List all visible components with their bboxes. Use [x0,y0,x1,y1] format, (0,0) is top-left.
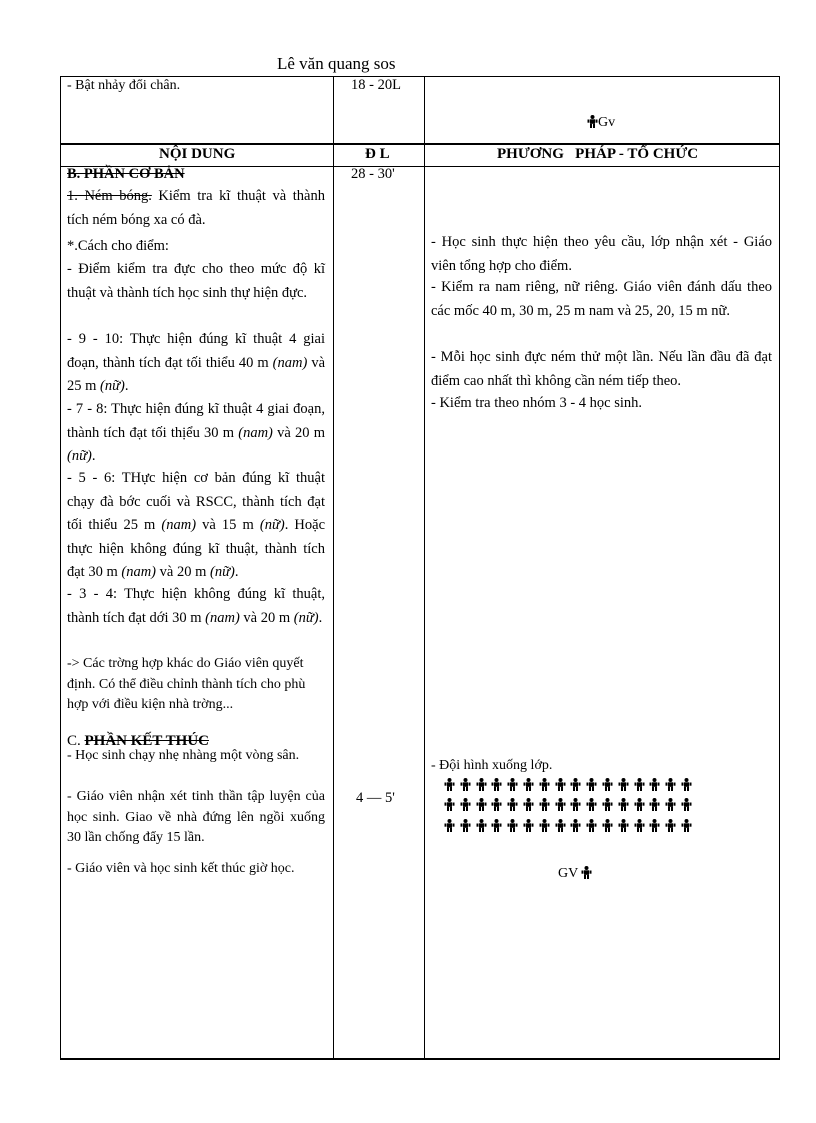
teacher-label-gv: GV [558,866,578,881]
student-person-icon [649,798,660,811]
student-person-icon [570,778,581,791]
grade-text: (nữ) [259,517,285,533]
student-person-icon [476,819,487,832]
student-person-icon [444,778,455,791]
method-item-1: - Học sinh thực hiện theo yêu cầu, lớp nhận xét - Giáo viên tổng hợp cho điểm. [431,234,772,274]
student-person-icon [460,819,471,832]
student-person-icon [507,819,518,832]
student-person-icon [681,819,692,832]
grade-text: và 20 m [272,424,325,441]
table-left-border [60,76,61,1060]
student-person-icon [634,778,645,791]
table-right-border [779,76,780,1060]
student-person-icon [555,778,566,791]
formation-teacher [558,862,592,886]
column-header-method: PHƯƠNG PHÁP - TỔ CHỨC [497,146,699,162]
method-item-2: - Kiểm ra nam riêng, nữ riêng. Giáo viên đánh dấu theo các mốc 40 m, 30 m, 25 m nam và 25, 20, 15 m nữ. [431,279,772,319]
student-person-icon [681,778,692,791]
grade-text: . [91,448,96,464]
student-person-icon [460,778,471,791]
student-person-icon [681,798,692,811]
grade-text: (nam) [238,424,273,441]
student-person-icon [555,798,566,811]
student-person-icon [491,778,502,791]
student-person-icon [476,778,487,791]
grade-text: (nam) [272,354,308,371]
student-person-icon [602,778,613,791]
grade-5-6 [67,467,325,585]
student-row [444,819,692,833]
grade-text: (nam) [121,564,157,580]
student-person-icon [444,819,455,832]
student-person-icon [476,798,487,811]
student-person-icon [586,819,597,832]
student-person-icon [649,778,660,791]
grade-text: và 25 m [67,354,326,394]
grade-text: và 20 m [156,564,210,580]
grading-intro: - Điểm kiểm tra đực cho theo mức độ kĩ thuật và thành tích học sinh thự hiện đực. [67,261,325,301]
closing-item-3: - Giáo viên và học sinh kết thúc giờ học. [67,861,295,876]
section-c-dl: 4 — 5' [356,790,395,806]
top-row-method [587,111,615,135]
student-person-icon [649,819,660,832]
student-person-icon [444,798,455,811]
student-person-icon [507,798,518,811]
teacher-person-icon [587,115,598,128]
grade-3-4 [67,583,325,630]
grade-text: - 7 - 8: Thực hiện đúng kĩ thuật 4 giai đoạn, thành tích đạt tối thịểu 30 m [67,401,325,441]
grade-text: và 20 m [239,609,294,626]
student-row [444,778,692,792]
student-person-icon [539,819,550,832]
closing-item-2: - Giáo viên nhận xét tinh thần tập luyện của học sinh. Giao về nhà đứng lên ngồi xuống 30 lần chống đẩy 15 lần. [67,789,325,845]
grade-text: - 5 - 6: THực hiện cơ bản đúng kĩ thuật chạy đà bớc cuối và RSCC, thành tích đạt tối thiểu 25 m [67,470,325,533]
subtitle-throw: 1. Ném bóng. [67,188,152,204]
student-person-icon [602,798,613,811]
student-person-icon [539,778,550,791]
column-header-dl: Đ L [365,146,390,162]
grade-9-10 [67,328,325,399]
grade-text: (nữ) [293,609,319,626]
student-person-icon [539,798,550,811]
section-c-title-text: PHẦN KẾT THÚC [84,733,209,749]
student-person-icon [523,819,534,832]
student-person-icon [523,798,534,811]
student-person-icon [665,819,676,832]
closing-item-1: - Học sinh chạy nhẹ nhàng một vòng sân. [67,748,300,763]
student-person-icon [507,778,518,791]
author-header: Lê văn quang sos [277,54,396,73]
grade-text: . [318,609,323,626]
teacher-person-icon [581,866,592,879]
student-person-icon [491,798,502,811]
teacher-label: Gv [598,115,616,130]
grade-text: (nam) [205,609,240,626]
grading-title: *.Cách cho điểm: [67,238,169,254]
grade-text: . Hoặc thực hiện không đúng kĩ thuật, thành tích đạt 30 m [67,517,326,580]
student-person-icon [618,819,629,832]
intro-text: Kiểm tra kĩ thuật và thành tích ném bóng xa có đà. [67,188,325,228]
grade-text: (nam) [161,517,197,533]
student-person-icon [570,819,581,832]
grade-text: (nữ) [100,378,125,394]
student-person-icon [491,819,502,832]
method-item-4: - Kiểm tra theo nhóm 3 - 4 học sinh. [431,395,643,411]
column-header-content: NỘI DUNG [159,146,236,162]
column-divider-2 [424,76,425,1060]
student-person-icon [634,798,645,811]
top-row-content: - Bật nhảy đổi chân. [67,78,181,93]
student-person-icon [618,778,629,791]
other-cases: -> Các trờng hợp khác do Giáo viên quyết định. Có thể điều chỉnh thành tích cho phù hợp với điều kiện nhà trờng... [67,656,306,712]
grade-text: (nữ) [67,448,92,464]
section-b-dl: 28 - 30' [351,166,395,182]
formation-label: - Đội hình xuống lớp. [431,758,553,773]
section-b-intro [67,185,325,232]
student-person-icon [665,778,676,791]
grade-text: - 9 - 10: Thực hiện đúng kĩ thuật 4 giai đoạn, thành tích đạt tối thiểu 40 m [67,331,325,371]
student-person-icon [586,778,597,791]
grade-text: và 15 m [196,517,260,533]
student-person-icon [665,798,676,811]
grade-text: . [124,378,129,394]
grade-text: (nữ) [209,564,235,580]
student-row [444,798,692,812]
student-person-icon [460,798,471,811]
student-person-icon [602,819,613,832]
grade-text: . [234,564,239,580]
student-person-icon [555,819,566,832]
section-b-title: B. PHẦN CƠ BẢN [67,166,185,182]
student-person-icon [523,778,534,791]
grade-text: - 3 - 4: Thực hiện không đúng kĩ thuật, thành tích đạt dới 30 m [67,586,325,626]
column-divider-1 [333,76,334,1060]
student-person-icon [586,798,597,811]
table-bottom-border [60,1058,780,1060]
grade-7-8 [67,398,325,469]
student-person-icon [618,798,629,811]
section-c-prefix: C. [67,733,85,749]
method-item-3: - Mỗi học sinh đực ném thử một lần. Nếu lần đầu đã đạt điểm cao nhất thì không cần ném tiếp theo. [431,349,772,389]
student-person-icon [570,798,581,811]
top-row-dl: 18 - 20L [351,77,401,93]
student-person-icon [634,819,645,832]
